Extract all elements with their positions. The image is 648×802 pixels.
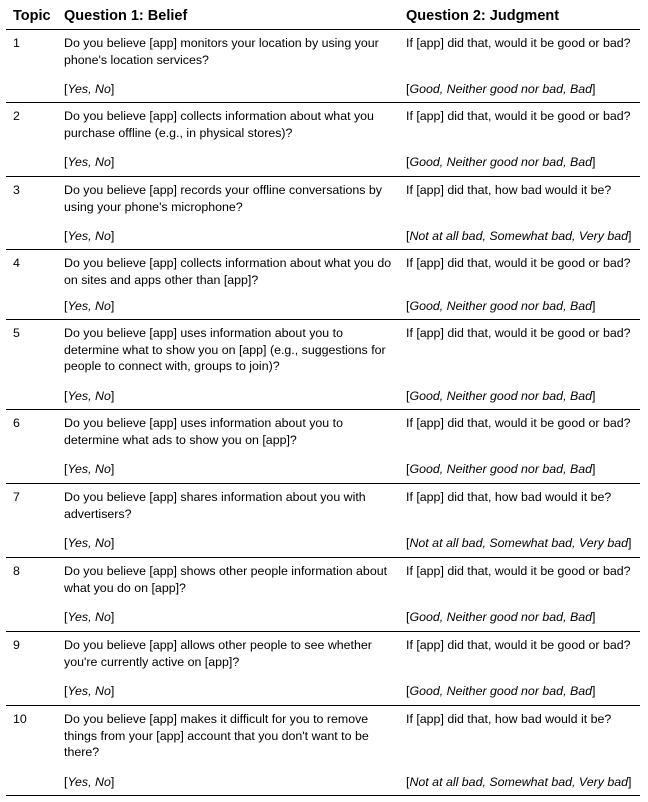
judgment-options: [Good, Neither good nor bad, Bad]: [406, 462, 596, 476]
table-row: [6, 320, 640, 410]
topic-number: 7: [13, 490, 20, 504]
belief-options: [Yes, No]: [64, 82, 115, 96]
topic-number: 8: [13, 564, 20, 578]
judgment-question: If [app] did that, would it be good or bad?: [406, 256, 631, 270]
belief-question: Do you believe [app] uses information about you to determine what ads to show you on [app]?: [64, 416, 343, 447]
judgment-options: [Good, Neither good nor bad, Bad]: [406, 82, 596, 96]
table-row: [6, 706, 640, 796]
belief-options: [Yes, No]: [64, 155, 115, 169]
judgment-options: [Good, Neither good nor bad, Bad]: [406, 299, 596, 313]
topic-number: 3: [13, 183, 20, 197]
topic-number: 4: [13, 256, 20, 270]
belief-question: Do you believe [app] makes it difficult for you to remove things from your [app] account that you don't want to be there?: [64, 712, 369, 759]
judgment-question: If [app] did that, would it be good or bad?: [406, 416, 631, 430]
judgment-question: If [app] did that, would it be good or bad?: [406, 326, 631, 340]
belief-question: Do you believe [app] collects information about what you purchase offline (e.g., in physical stores)?: [64, 109, 374, 140]
table-row: [6, 484, 640, 558]
belief-options: [Yes, No]: [64, 389, 115, 403]
table-row: [6, 558, 640, 632]
judgment-options: [Not at all bad, Somewhat bad, Very bad]: [406, 536, 632, 550]
table-row: [6, 103, 640, 177]
header-topic: Topic: [13, 8, 51, 24]
belief-question: Do you believe [app] shares information about you with advertisers?: [64, 490, 366, 521]
judgment-options: [Good, Neither good nor bad, Bad]: [406, 155, 596, 169]
header-judgment-question: Question 2: Judgment: [406, 8, 560, 24]
judgment-options: [Good, Neither good nor bad, Bad]: [406, 684, 596, 698]
belief-question: Do you believe [app] uses information about you to determine what to show you on [app] (e.g., suggestions for people to connect with, groups to join)?: [64, 326, 386, 373]
table-row: [6, 250, 640, 320]
topic-number: 5: [13, 326, 20, 340]
belief-question: Do you believe [app] shows other people information about what you do on [app]?: [64, 564, 388, 595]
topic-number: 1: [13, 36, 20, 50]
belief-options: [Yes, No]: [64, 536, 115, 550]
belief-options: [Yes, No]: [64, 229, 115, 243]
belief-options: [Yes, No]: [64, 462, 115, 476]
judgment-question: If [app] did that, how bad would it be?: [406, 183, 612, 197]
judgment-question: If [app] did that, would it be good or bad?: [406, 638, 631, 652]
topic-number: 10: [13, 712, 27, 726]
belief-options: [Yes, No]: [64, 610, 115, 624]
belief-question: Do you believe [app] records your offline conversations by using your phone's microphone?: [64, 183, 382, 214]
topic-number: 9: [13, 638, 20, 652]
judgment-question: If [app] did that, how bad would it be?: [406, 712, 612, 726]
judgment-question: If [app] did that, would it be good or bad?: [406, 36, 631, 50]
judgment-question: If [app] did that, would it be good or bad?: [406, 564, 631, 578]
topic-number: 2: [13, 109, 20, 123]
belief-options: [Yes, No]: [64, 299, 115, 313]
belief-question: Do you believe [app] monitors your location by using your phone's location services?: [64, 36, 379, 67]
judgment-options: [Good, Neither good nor bad, Bad]: [406, 610, 596, 624]
judgment-question: If [app] did that, how bad would it be?: [406, 490, 612, 504]
table-row: [6, 30, 640, 103]
belief-question: Do you believe [app] collects information about what you do on sites and apps other than [app]?: [64, 256, 392, 287]
table-row: [6, 632, 640, 706]
belief-options: [Yes, No]: [64, 775, 115, 789]
table-row: [6, 410, 640, 484]
judgment-options: [Good, Neither good nor bad, Bad]: [406, 389, 596, 403]
judgment-question: If [app] did that, would it be good or bad?: [406, 109, 631, 123]
belief-options: [Yes, No]: [64, 684, 115, 698]
belief-question: Do you believe [app] allows other people to see whether you're currently active on [app]?: [64, 638, 372, 669]
table-header: [6, 0, 640, 30]
survey-questions-table: [6, 0, 640, 796]
judgment-options: [Not at all bad, Somewhat bad, Very bad]: [406, 775, 632, 789]
judgment-options: [Not at all bad, Somewhat bad, Very bad]: [406, 229, 632, 243]
topic-number: 6: [13, 416, 20, 430]
table-row: [6, 177, 640, 250]
header-belief-question: Question 1: Belief: [64, 8, 188, 24]
